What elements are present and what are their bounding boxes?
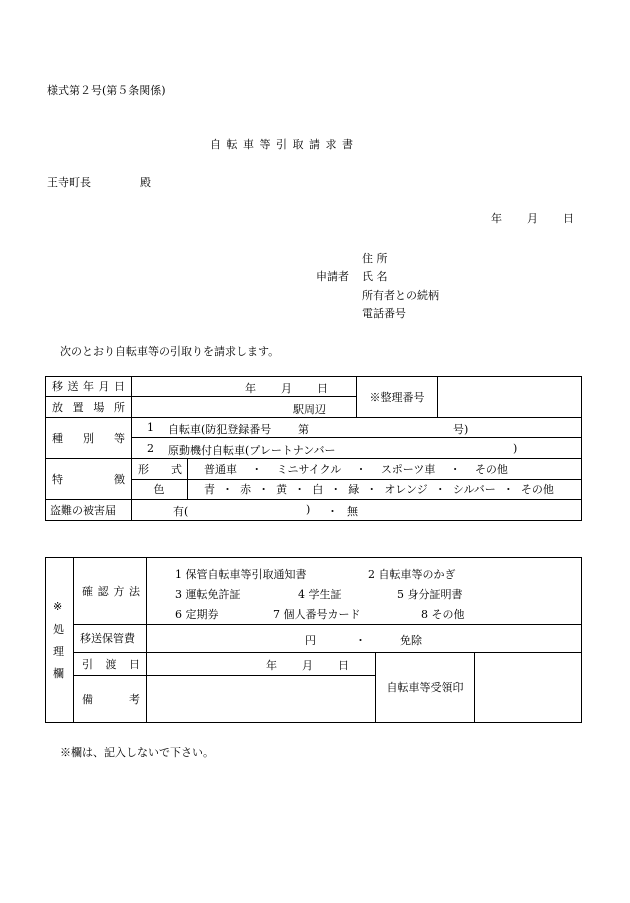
applicant-relation-label: 所有者との続柄 — [362, 289, 439, 302]
fee-exempt: 免除 — [400, 634, 422, 647]
date-year: 年 — [491, 212, 502, 225]
label-char: 日 — [129, 657, 140, 671]
theft-no: 無 — [347, 505, 358, 518]
color-option: 青 — [204, 483, 215, 496]
transfer-date-label — [52, 376, 125, 396]
applicant-phone-label: 電話番号 — [362, 307, 406, 320]
label-char: 確 — [82, 584, 93, 598]
confirm-option: 8 その他 — [421, 608, 465, 621]
label-char: 特 — [52, 472, 63, 486]
transfer-year: 年 — [245, 382, 256, 395]
intro-text: 次のとおり自転車等の引取りを請求します。 — [60, 345, 280, 358]
theft-label: 盗難の被害届 — [50, 503, 116, 517]
seiri-number-label: ※整理番号 — [369, 390, 425, 404]
fee-dot: ・ — [355, 634, 366, 647]
separator: ・ — [366, 483, 378, 496]
label-char: 置 — [72, 401, 84, 414]
confirm-option: 3 運転免許証 — [175, 588, 241, 601]
applicant-name-label: 氏 名 — [362, 270, 388, 283]
form-option: ミニサイクル — [276, 462, 342, 476]
type-line2-text: 原動機付自転車(プレートナンバー — [168, 444, 336, 457]
applicant-label: 申請者 — [316, 270, 349, 283]
color-option: その他 — [520, 483, 554, 496]
label-char: 認 — [97, 584, 109, 598]
type-line1-num: 1 — [147, 421, 154, 434]
color-option: シルバー — [452, 483, 496, 496]
separator: ・ — [355, 462, 367, 476]
fee-label: 移送保管費 — [80, 632, 135, 645]
form-option: スポーツ車 — [380, 462, 436, 476]
confirm-option: 7 個人番号カード — [273, 608, 361, 621]
separator: ・ — [294, 483, 306, 496]
form-label — [138, 458, 182, 479]
type-line1-text: 自転車(防犯登録番号 — [168, 423, 272, 436]
theft-yes: 有( — [173, 505, 189, 518]
handover-year: 年 — [266, 659, 277, 672]
label-char: 種 — [52, 431, 63, 445]
type-line1-dai: 第 — [298, 423, 309, 436]
date-month: 月 — [527, 212, 538, 225]
color-options — [204, 479, 554, 499]
applicant-address-label: 住 所 — [362, 252, 388, 265]
label-char: 別 — [83, 431, 94, 445]
confirm-option: 1 保管自転車等引取通知書 — [175, 568, 307, 581]
confirm-label — [82, 557, 140, 624]
separator: ・ — [222, 483, 234, 496]
separator: ・ — [434, 483, 446, 496]
label-char: 放 — [52, 401, 63, 414]
footer-note: ※欄は、記入しないで下さい。 — [60, 746, 214, 759]
color-option: オレンジ — [384, 483, 428, 496]
separator: ・ — [449, 462, 461, 476]
color-option: 緑 — [348, 483, 360, 496]
note-label — [82, 675, 140, 722]
label-char: 場 — [93, 401, 105, 414]
handover-day: 日 — [338, 659, 349, 672]
receipt-label: 自転車等受領印 — [386, 681, 464, 694]
label-char: 徴 — [114, 472, 125, 486]
confirm-option: 4 学生証 — [298, 588, 342, 601]
label-char: 等 — [114, 431, 125, 445]
separator: ・ — [502, 483, 514, 496]
label-char: 方 — [113, 584, 125, 598]
confirm-option: 6 定期券 — [175, 608, 219, 621]
form-option: 普通車 — [204, 462, 237, 476]
label-char: 年 — [83, 380, 94, 393]
label-char: 所 — [113, 401, 125, 414]
label-char: 渡 — [105, 657, 117, 671]
label-char: 月 — [98, 380, 110, 393]
form-option: その他 — [474, 462, 508, 476]
fee-yen: 円 — [305, 634, 316, 647]
type-line2-close: ) — [513, 442, 518, 455]
type-line2-num: 2 — [147, 442, 154, 455]
label-char: 送 — [67, 380, 79, 393]
color-label: 色 — [153, 483, 165, 496]
location-label — [52, 397, 125, 417]
separator: ・ — [330, 483, 342, 496]
color-option: 黄 — [276, 483, 288, 496]
date-day: 日 — [563, 212, 574, 225]
separator: ・ — [251, 462, 263, 476]
page-title: 自 転 車 等 引 取 請 求 書 — [210, 138, 354, 151]
form-options — [204, 458, 508, 479]
label-char: 形 — [138, 462, 149, 476]
separator: ・ — [258, 483, 270, 496]
label-char: 考 — [129, 692, 140, 706]
location-value: 駅周辺 — [293, 403, 326, 416]
form-number: 様式第２号(第５条関係) — [47, 84, 166, 97]
side-char: 処 — [53, 623, 64, 636]
theft-dot: ・ — [327, 505, 338, 518]
confirm-option: 5 身分証明書 — [397, 588, 463, 601]
theft-close: ) — [306, 503, 311, 516]
side-char: 欄 — [53, 667, 64, 680]
label-char: 法 — [128, 584, 140, 598]
honorific: 殿 — [140, 176, 151, 189]
color-option: 赤 — [240, 483, 252, 496]
transfer-day: 日 — [317, 382, 328, 395]
handover-label — [82, 652, 140, 675]
feature-label — [52, 458, 125, 499]
handover-month: 月 — [302, 659, 313, 672]
transfer-month: 月 — [281, 382, 292, 395]
label-char: 式 — [171, 462, 182, 476]
label-char: 移 — [52, 380, 63, 393]
type-label — [52, 417, 125, 458]
side-mark: ※ — [53, 600, 63, 613]
addressee: 王寺町長 — [47, 176, 91, 189]
label-char: 備 — [82, 692, 93, 706]
label-char: 引 — [82, 657, 93, 671]
type-line1-go: 号) — [453, 423, 469, 436]
color-option: 白 — [312, 483, 324, 496]
confirm-option: 2 自転車等のかぎ — [368, 568, 456, 581]
label-char: 日 — [114, 380, 125, 393]
side-char: 理 — [53, 645, 64, 658]
